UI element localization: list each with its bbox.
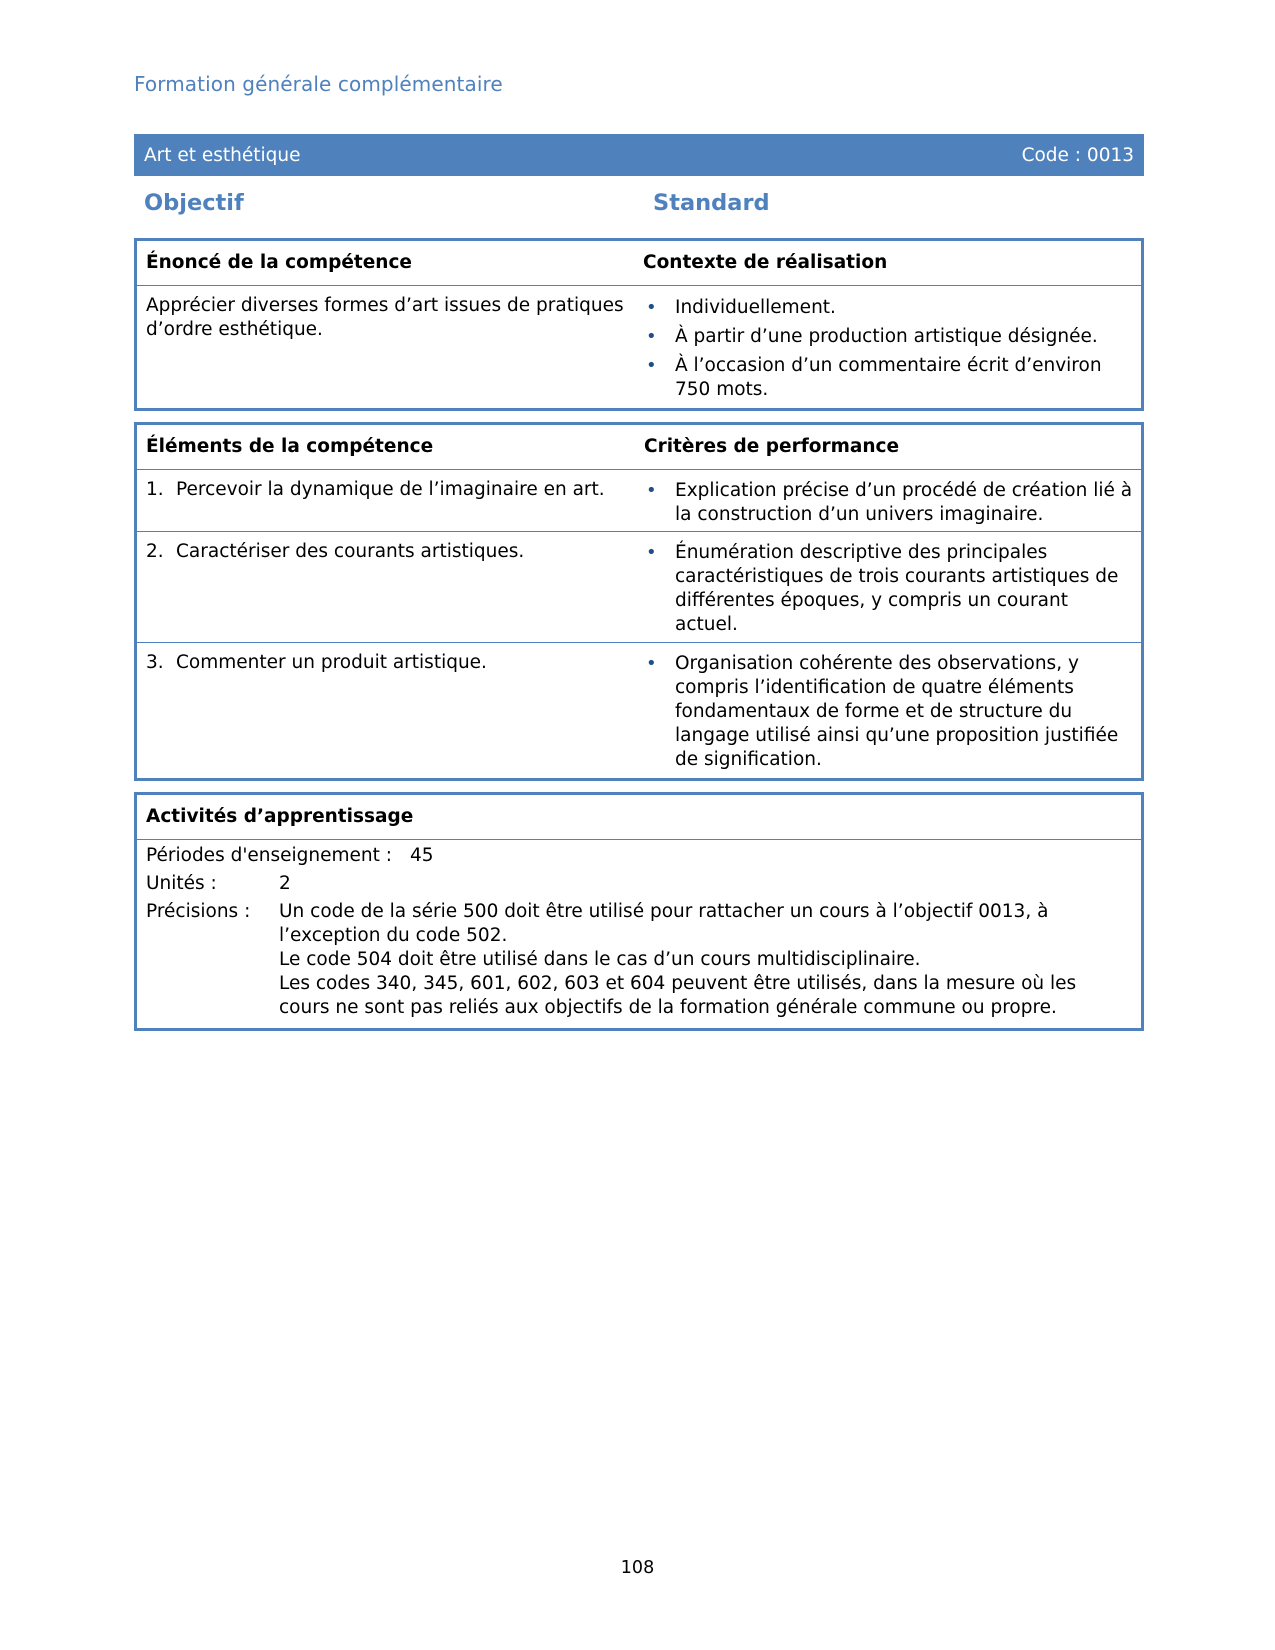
competence-header-row	[137, 241, 1141, 285]
units-value: 2	[279, 873, 291, 894]
elements-header-row	[137, 425, 1141, 469]
element-text: Caractériser des courants artistiques.	[176, 541, 525, 562]
statement-header: Énoncé de la compétence	[146, 252, 412, 273]
element-text: Percevoir la dynamique de l’imaginaire en art.	[176, 479, 605, 500]
units-label: Unités :	[146, 873, 217, 894]
activities-header: Activités d’apprentissage	[146, 806, 414, 827]
element-text: Commenter un produit artistique.	[176, 652, 487, 673]
activities-table	[134, 792, 1144, 1031]
element-number: 3.	[146, 652, 164, 673]
course-code: Code : 0013	[1021, 144, 1134, 166]
criteria-item: • Énumération descriptive des principales caractéristiques de trois courants artistiques de différentes époques, y compris un courant actuel.	[643, 541, 1133, 637]
criteria-item: • Explication précise d’un procédé de création lié à la construction d’un univers imaginaire.	[643, 479, 1133, 527]
element-number: 2.	[146, 541, 164, 562]
precisions-label: Précisions :	[146, 901, 251, 922]
objectif-heading: Objectif	[144, 190, 244, 216]
criteria-item: • Organisation cohérente des observations, y compris l’identification de quatre éléments fondamentaux de forme et de structure du langage utilisé ainsi qu’une proposition justifiée de signification.	[643, 652, 1133, 772]
element-row	[137, 642, 1141, 778]
precision-item: Un code de la série 500 doit être utilisé pour rattacher un cours à l’objectif 0013, à l’exception du code 502.	[279, 901, 1049, 946]
context-list	[643, 296, 1133, 402]
context-item: • À partir d’une production artistique désignée.	[643, 325, 1133, 349]
course-title-bar	[134, 134, 1144, 176]
activities-body-row	[137, 839, 1141, 1028]
page-number: 108	[620, 1558, 655, 1578]
context-item: • Individuellement.	[643, 296, 1133, 320]
element-row	[137, 531, 1141, 642]
competence-table	[134, 238, 1144, 411]
periods-value: 45	[410, 845, 434, 866]
activities-header-row	[137, 795, 1141, 839]
competence-body-row	[137, 285, 1141, 408]
standard-heading: Standard	[653, 190, 770, 216]
precision-item: Le code 504 doit être utilisé dans le cas d’un cours multidisciplinaire.	[279, 949, 921, 970]
competence-statement: Apprécier diverses formes d’art issues de pratiques d’ordre esthétique.	[146, 295, 624, 340]
precision-item: Les codes 340, 345, 601, 602, 603 et 604 peuvent être utilisés, dans la mesure où les cours ne sont pas reliés aux objectifs de la formation générale commune ou propre.	[279, 973, 1077, 1018]
elements-table	[134, 422, 1144, 781]
precisions-list	[279, 900, 1131, 1020]
context-item: • À l’occasion d’un commentaire écrit d’environ 750 mots.	[643, 354, 1133, 402]
element-number: 1.	[146, 479, 164, 500]
element-row	[137, 469, 1141, 531]
context-header: Contexte de réalisation	[643, 252, 888, 273]
elements-header: Éléments de la compétence	[146, 436, 434, 457]
criteria-header: Critères de performance	[644, 436, 900, 457]
course-title: Art et esthétique	[144, 144, 301, 166]
periods-label: Périodes d'enseignement :	[146, 845, 393, 866]
section-headings	[134, 190, 1144, 226]
page-header: Formation générale complémentaire	[134, 72, 503, 96]
